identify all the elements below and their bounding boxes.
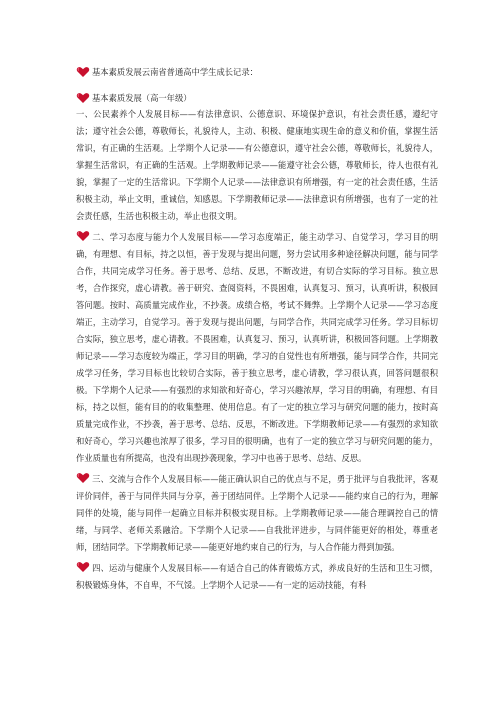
paragraph-civic <box>76 106 438 225</box>
heart-bullet-icon <box>76 66 90 78</box>
heart-bullet-icon <box>76 472 90 484</box>
paragraph-health <box>76 560 438 594</box>
paragraph-communication <box>76 471 438 556</box>
paragraph-text: 一、公民素养个人发展目标——有法律意识、公德意识、环境保护意识，有社会责任感，遵纪守法；遵守社会公德，尊敬师长，礼貌待人，主动、积极、健康地实现生命的意义和价值，掌握生活常识，有正确的生活观。上学期个人记录——有公德意识，遵守社会公德，尊敬师长，礼貌待人，掌握生活常识，有正确的生活观。上学期教师记录——能遵守社会公德，尊敬师长，待人也很有礼貌，掌握了一定的生活常识。下学期个人记录——法律意识有所增强，有一定的社会责任感，生活积极主动，举止文明，重诚信，知感恩。下学期教师记录——法律意识有所增强，也有了一定的社会责任感，生活也积极主动，举止也很文明。 <box>76 109 438 221</box>
document-title: 基本素质发展云南省普通高中学生成长记录： <box>92 67 258 77</box>
section-subtitle-line <box>76 92 438 104</box>
document-title-line <box>76 66 438 78</box>
paragraph-text: 二、学习态度与能力个人发展目标——学习态度端正，能主动学习、自觉学习，学习目的明确，有理想、有目标，持之以恒，善于发现与提出问题，努力尝试用多种途径解决问题，能与同学合作，共同完成学习任务。善于思考、总结、反思，不断改进，有切合实际的学习目标。独立思考，合作探究，虚心请教。善于研究、查阅资料，不畏困难，认真复习、预习，认真听讲，积极回答问题。按时、高质量完成作业，不抄袭。成绩合格，考试不舞弊。上学期个人记录——学习态度端正，主动学习，自觉学习。善于发现与提出问题，与同学合作，共同完成学习任务。学习目标切合实际，独立思考，虚心请教。不畏困难，认真复习、预习，认真听讲，积极回答问题。上学期教师记录——学习态度较为端正，学习目的明确，学习的自觉性也有所增强，能与同学合作，共同完成学习任务，学习目标也比较切合实际，善于独立思考，虚心请教，学习很认真，回答问题很积极。下学期个人记录——有强烈的求知欲和好奇心，学习兴趣浓厚，学习目的明确，有理想、有目标，持之以恒，能有目的的收集整理、使用信息。有了一定的独立学习与研究问题的能力，按时高质量完成作业，不抄袭，善于思考、总结、反思，不断改进。下学期教师记录——有强烈的求知欲和好奇心，学习兴趣也浓厚了很多，学习目的很明确，也有了一定的独立学习与研究问题的能力，作业质量也有所提高，也没有出现抄袭现象，学习中也善于思考、总结、反思。 <box>76 232 438 463</box>
paragraph-text: 三、交流与合作个人发展目标——能正确认识自己的优点与不足，勇于批评与自我批评，客观评价同伴，善于与同伴共同与分享，善于团结同伴。上学期个人记录——能约束自己的行为，理解同伴的处境，能与同伴一起确立目标并积极实现目标。上学期教师记录——能合理调控自己的情绪，与同学、老师关系融洽。下学期个人记录——自我批评进步，与同伴能更好的相处，尊重老师，团结同学。下学期教师记录——能更好地约束自己的行为，与人合作能力得到加强。 <box>76 474 438 552</box>
heart-bullet-icon <box>76 230 90 242</box>
paragraph-learning <box>76 229 438 467</box>
heart-bullet-icon <box>76 561 90 573</box>
section-subtitle: 基本素质发展（高一年级） <box>92 93 192 103</box>
paragraph-text: 四、运动与健康个人发展目标——有适合自己的体育锻炼方式，养成良好的生活和卫生习惯，积极锻炼身体，不自卑，不气馁。上学期个人记录——有一定的运动技能，有科 <box>76 563 438 590</box>
heart-bullet-icon <box>76 92 90 104</box>
